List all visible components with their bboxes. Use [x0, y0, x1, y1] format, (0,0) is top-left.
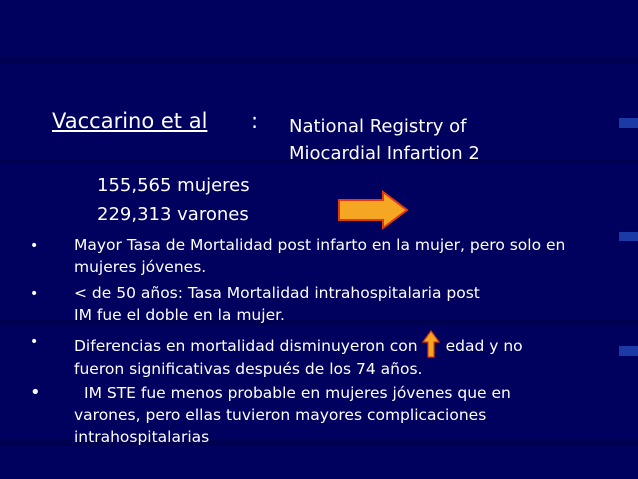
registry-line-1: National Registry of	[289, 116, 467, 137]
up-arrow-icon	[422, 330, 440, 358]
bullet-item-4: IM STE fue menos probable en mujeres jóvenes que en varones, pero ellas tuvieron mayores complicaciones intrahospitalarias	[74, 384, 511, 446]
background-band	[0, 58, 638, 64]
bullet-item-3	[74, 330, 574, 380]
bullet-dot: •	[30, 382, 41, 403]
author-colon: :	[251, 109, 259, 133]
bullet-item-3-before: Diferencias en mortalidad disminuyeron con	[74, 337, 418, 355]
edge-decoration	[619, 232, 638, 241]
bullet-item-2: < de 50 años: Tasa Mortalidad intrahospitalaria post IM fue el doble en la mujer.	[74, 284, 480, 324]
right-arrow-icon	[337, 190, 409, 230]
author-label: Vaccarino et al	[52, 109, 208, 133]
bullet-dot: •	[30, 238, 39, 254]
bullet-dot: •	[30, 286, 39, 302]
registry-name	[289, 113, 549, 167]
bullet-item-1: Mayor Tasa de Mortalidad post infarto en la mujer, pero solo en mujeres jóvenes.	[74, 236, 566, 276]
count-women: 155,565 mujeres	[97, 175, 250, 196]
count-men: 229,313 varones	[97, 204, 249, 225]
registry-line-2: Miocardial Infartion 2	[289, 143, 480, 164]
edge-decoration	[619, 118, 638, 128]
edge-decoration	[619, 346, 638, 356]
bullet-dot: •	[30, 334, 39, 350]
bullet-item-3-after: edad y no fueron significativas después de los 74 años.	[74, 337, 523, 378]
